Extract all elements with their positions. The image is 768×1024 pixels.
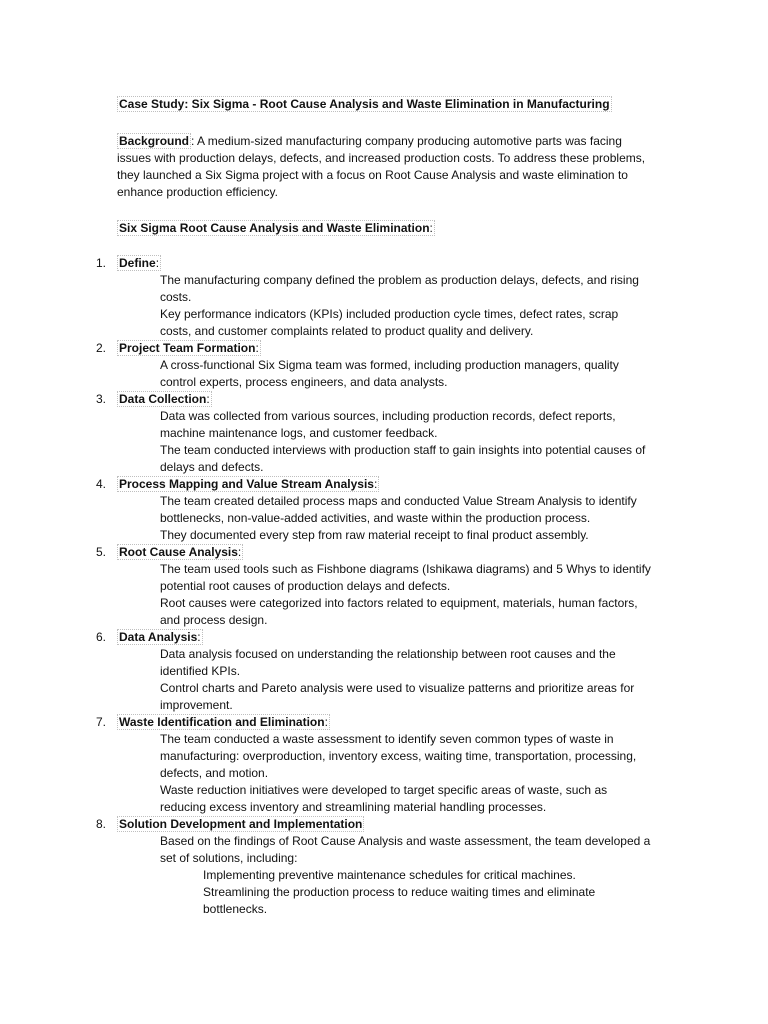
step-item — [0, 544, 768, 629]
background-paragraph — [117, 133, 652, 201]
step-heading — [117, 544, 768, 561]
step-point: The team conducted a waste assessment to identify seven common types of waste in manufacturing: overproduction, inventory excess, waiting time, transportation, processing, defects, and motion. — [160, 732, 637, 780]
section-heading-text: Six Sigma Root Cause Analysis and Waste Elimination — [119, 221, 430, 235]
step-item — [0, 476, 768, 544]
step-number: 6. — [96, 630, 107, 644]
step-point: Data was collected from various sources, including production records, defect reports, machine maintenance logs, and customer feedback. — [160, 409, 616, 440]
step-title: Waste Identification and Elimination — [119, 715, 325, 729]
step-item — [0, 255, 768, 340]
step-title: Define — [119, 256, 156, 270]
step-title: Solution Development and Implementation — [119, 817, 363, 831]
step-point: The manufacturing company defined the problem as production delays, defects, and rising costs. — [160, 273, 639, 304]
step-point: Waste reduction initiatives were developed to target specific areas of waste, such as reducing excess inventory and streamlining material handling processes. — [160, 783, 608, 814]
step-number: 5. — [96, 545, 107, 559]
step-point: The team conducted interviews with production staff to gain insights into potential causes of delays and defects. — [160, 443, 646, 474]
step-title: Project Team Formation — [119, 341, 256, 355]
step-item — [0, 391, 768, 476]
step-subpoint: Implementing preventive maintenance schedules for critical machines. — [203, 868, 576, 882]
step-title-colon: : — [373, 477, 378, 491]
step-point: Key performance indicators (KPIs) included production cycle times, defect rates, scrap costs, and customer complaints related to product quality and delivery. — [160, 307, 619, 338]
background-label: Background — [119, 134, 190, 148]
step-item — [0, 816, 768, 918]
step-heading — [117, 476, 768, 493]
step-number: 1. — [96, 256, 107, 270]
step-heading — [117, 391, 768, 408]
step-item — [0, 629, 768, 714]
step-title-colon: : — [155, 256, 160, 270]
step-heading — [117, 816, 768, 833]
step-point: The team created detailed process maps and conducted Value Stream Analysis to identify bottlenecks, non-value-added activities, and waste within the production process. — [160, 494, 637, 525]
step-point: Root causes were categorized into factors related to equipment, materials, human factors, and process design. — [160, 596, 638, 627]
step-title-colon: : — [324, 715, 328, 729]
step-title-colon: : — [206, 392, 210, 406]
document-title — [117, 96, 612, 113]
step-item — [0, 714, 768, 816]
step-title-colon: : — [255, 341, 259, 355]
step-heading — [117, 340, 768, 357]
step-point: A cross-functional Six Sigma team was formed, including production managers, quality control experts, process engineers, and data analysts. — [160, 358, 619, 389]
step-subpoint: Streamlining the production process to reduce waiting times and eliminate bottlenecks. — [203, 885, 596, 916]
step-point: They documented every step from raw material receipt to final product assembly. — [160, 528, 589, 542]
step-point: Control charts and Pareto analysis were used to visualize patterns and prioritize areas for improvement. — [160, 681, 635, 712]
section-heading-colon: : — [429, 221, 433, 235]
step-number: 7. — [96, 715, 107, 729]
background-text: : A medium-sized manufacturing company producing automotive parts was facing issues with production delays, defects, and increased production costs. To address these problems, they launched a Six Sigma project with a focus on Root Cause Analysis and waste elimination to enhance production efficiency. — [117, 134, 646, 199]
step-number: 3. — [96, 392, 107, 406]
step-title-colon: : — [197, 630, 201, 644]
step-title: Data Analysis — [119, 630, 198, 644]
step-heading — [117, 714, 768, 731]
steps-list — [0, 255, 768, 918]
step-title-colon: : — [237, 545, 242, 559]
step-number: 4. — [96, 477, 107, 491]
step-number: 2. — [96, 341, 107, 355]
step-point: The team used tools such as Fishbone diagrams (Ishikawa diagrams) and 5 Whys to identify potential root causes of production delays and defects. — [160, 562, 651, 593]
step-item — [0, 340, 768, 391]
step-title: Data Collection — [119, 392, 207, 406]
document-title-text: Case Study: Six Sigma - Root Cause Analysis and Waste Elimination in Manufacturing — [119, 97, 610, 111]
step-point: Data analysis focused on understanding the relationship between root causes and the identified KPIs. — [160, 647, 616, 678]
step-point: Based on the findings of Root Cause Analysis and waste assessment, the team developed a set of solutions, including: — [160, 834, 651, 865]
step-number: 8. — [96, 817, 107, 831]
step-title: Root Cause Analysis — [119, 545, 238, 559]
step-heading — [117, 629, 768, 646]
section-heading — [117, 220, 435, 237]
step-title: Process Mapping and Value Stream Analysis — [119, 477, 374, 491]
step-heading — [117, 255, 768, 272]
